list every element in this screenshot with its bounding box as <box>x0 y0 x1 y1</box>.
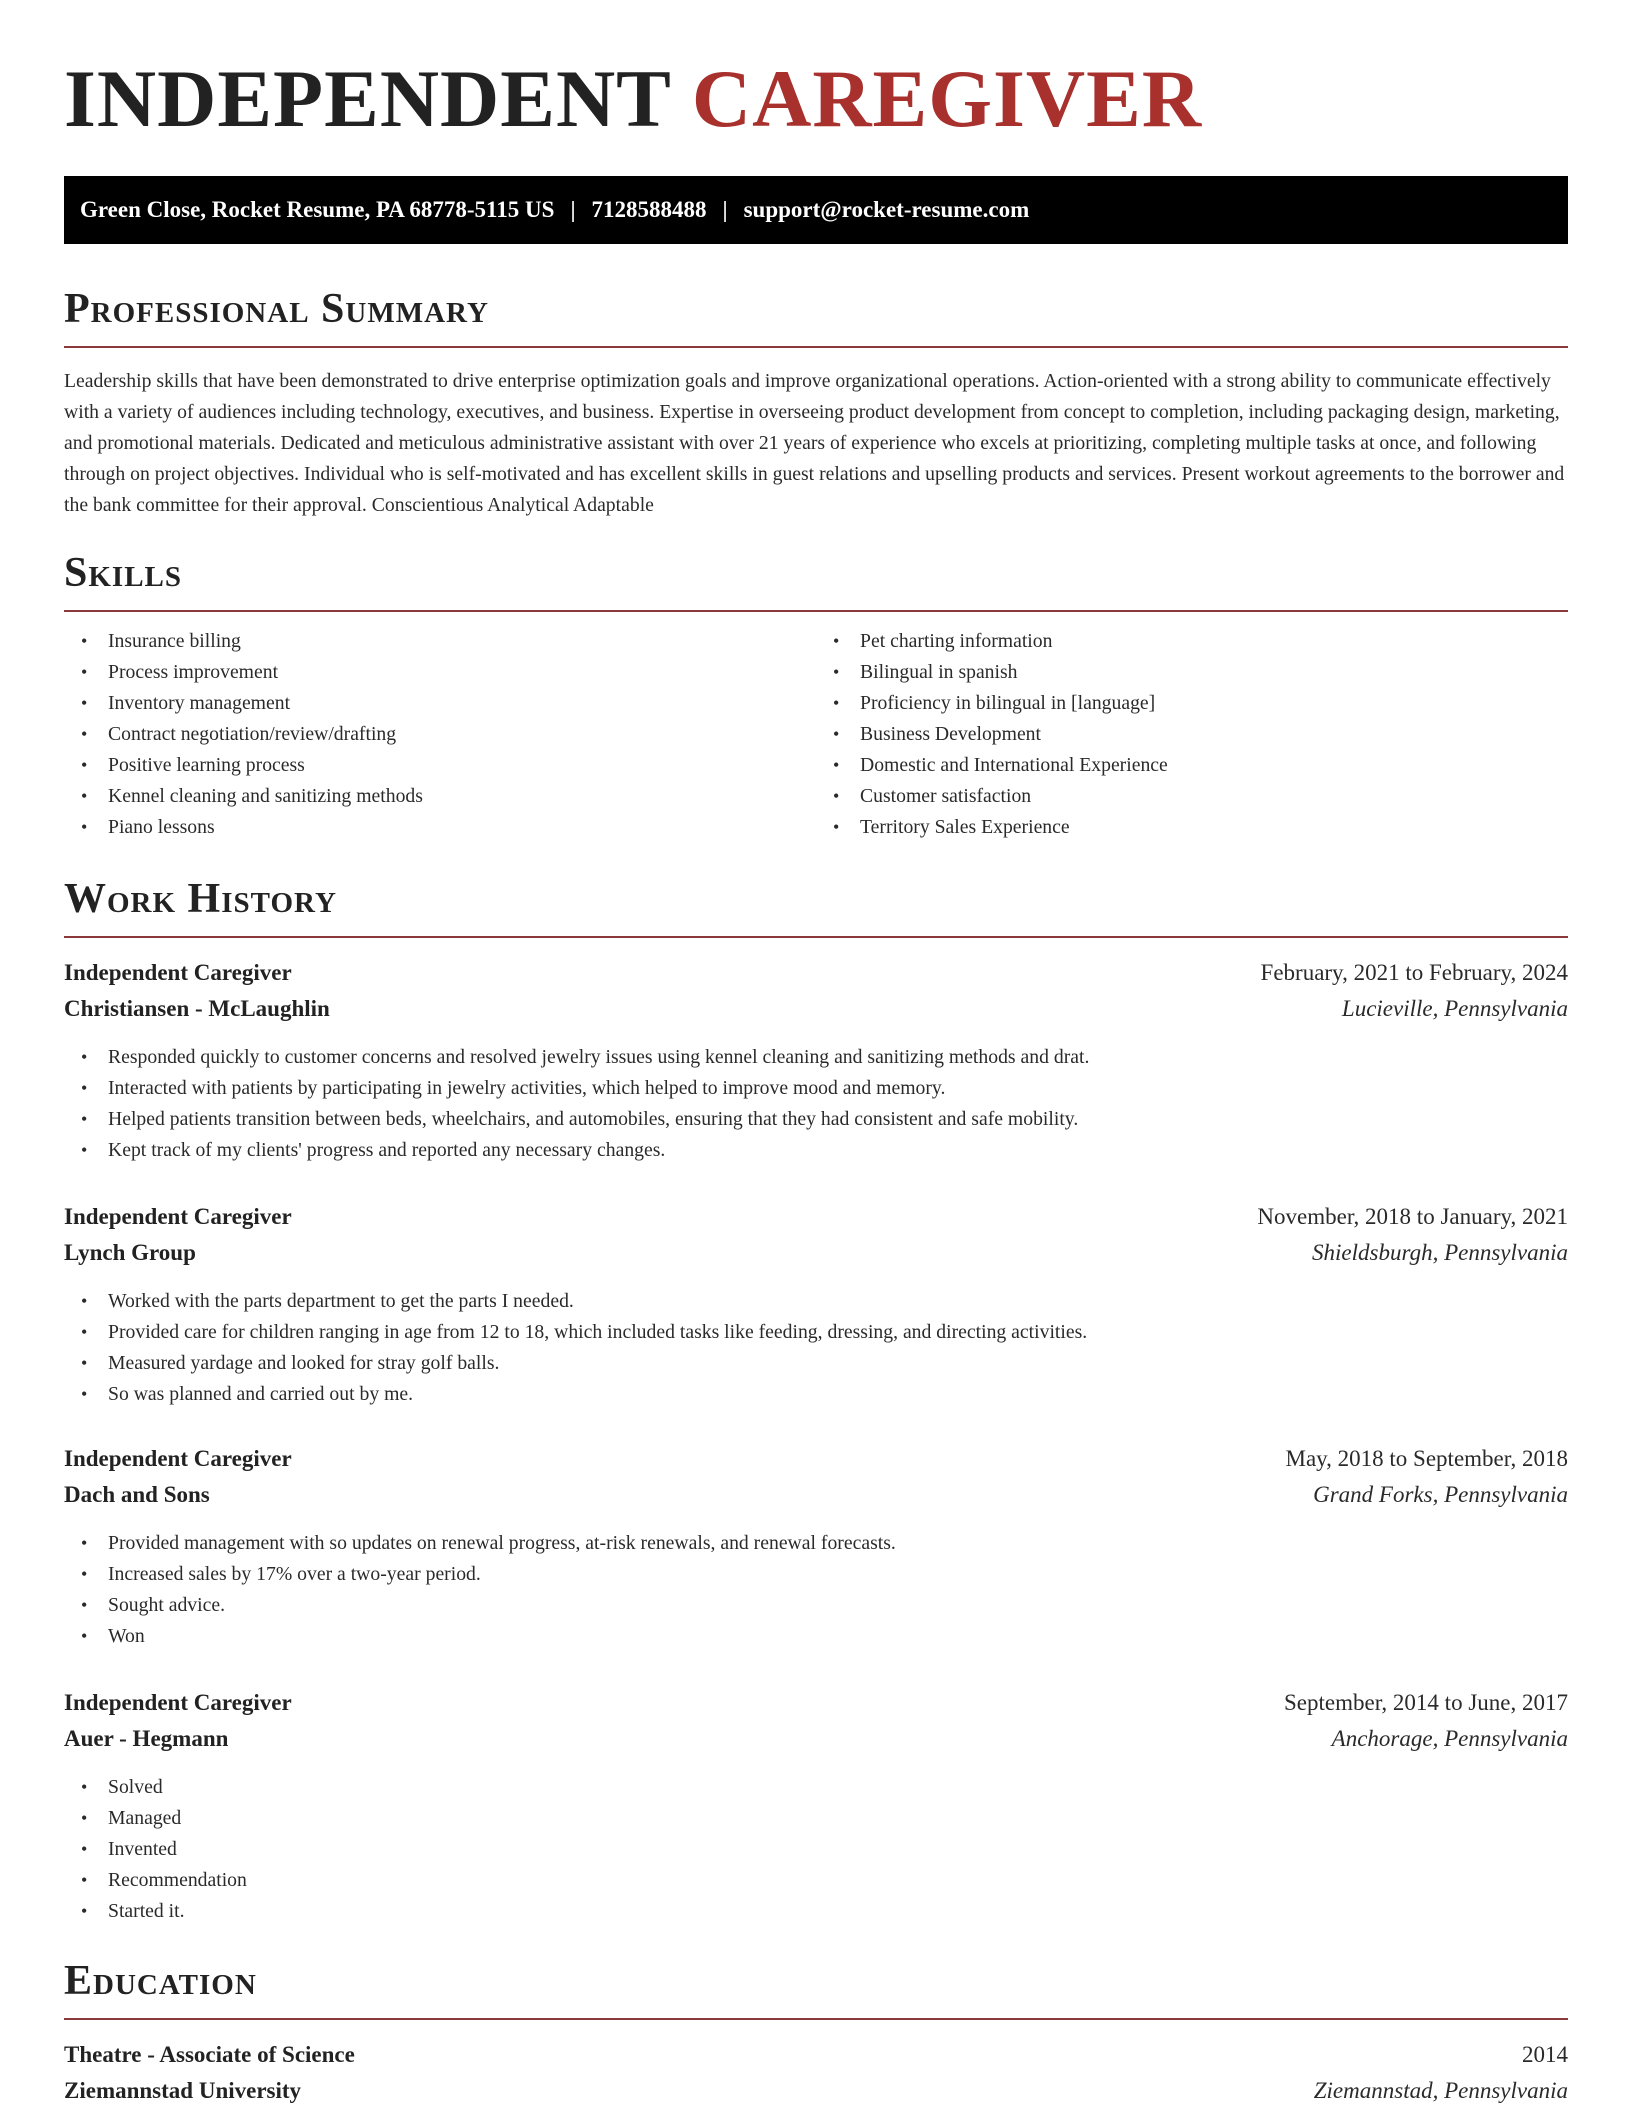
bullet-icon: • <box>833 817 840 837</box>
education-heading: Education <box>64 1960 1568 2020</box>
job-bullet-text: So was planned and carried out by me. <box>108 1383 414 1405</box>
skill-label: Process improvement <box>108 661 279 683</box>
job-location: Grand Forks, Pennsylvania <box>1313 1482 1568 1507</box>
job-bullet-text: Provided care for children ranging in age from 12 to 18, which included tasks like feeding, dressing, and directing activities. <box>108 1321 1088 1343</box>
job-bullet-text: Worked with the parts department to get the parts I needed. <box>108 1290 574 1312</box>
bullet-icon: • <box>81 662 88 682</box>
job-bullet <box>81 1042 1568 1073</box>
bullet-icon: • <box>81 1140 88 1160</box>
job-bullet <box>81 1559 1568 1590</box>
job-entry <box>64 1690 1568 1927</box>
job-dates: February, 2021 to February, 2024 <box>1260 960 1568 985</box>
job-dates: September, 2014 to June, 2017 <box>1284 1690 1568 1715</box>
education-year: 2014 <box>1522 2042 1568 2067</box>
bullet-icon: • <box>81 1047 88 1067</box>
job-entry <box>64 1446 1568 1652</box>
skill-label: Territory Sales Experience <box>860 816 1070 838</box>
job-title: Independent Caregiver <box>64 1204 292 1229</box>
job-company: Christiansen - McLaughlin <box>64 996 330 1021</box>
job-bullet <box>81 1865 1568 1896</box>
bullet-icon: • <box>81 1870 88 1890</box>
skills-heading: Skills <box>64 552 1568 612</box>
contact-separator: | <box>570 197 576 222</box>
bullet-icon: • <box>81 1777 88 1797</box>
skill-item <box>81 781 816 812</box>
job-bullet <box>81 1073 1568 1104</box>
skill-item <box>833 719 1568 750</box>
skill-label: Bilingual in spanish <box>860 661 1018 683</box>
skill-item <box>81 812 816 843</box>
bullet-icon: • <box>833 631 840 651</box>
bullet-icon: • <box>81 693 88 713</box>
skill-label: Customer satisfaction <box>860 785 1032 807</box>
job-company: Auer - Hegmann <box>64 1726 229 1751</box>
skill-label: Piano lessons <box>108 816 215 838</box>
job-header-row <box>64 1446 1568 1482</box>
job-bullet-text: Helped patients transition between beds, wheelchairs, and automobiles, ensuring that they had consistent and safe mobility. <box>108 1108 1079 1130</box>
skill-item <box>833 781 1568 812</box>
job-title: Independent Caregiver <box>64 1446 292 1471</box>
job-bullets <box>64 1286 1568 1410</box>
summary-section <box>64 288 1568 521</box>
job-bullet <box>81 1772 1568 1803</box>
skill-item <box>833 812 1568 843</box>
job-bullet <box>81 1528 1568 1559</box>
job-bullet <box>81 1896 1568 1927</box>
skills-list-left <box>64 626 816 843</box>
job-bullets <box>64 1528 1568 1652</box>
work-history-heading: Work History <box>64 878 1568 938</box>
bullet-icon: • <box>81 1322 88 1342</box>
job-bullet-text: Responded quickly to customer concerns and resolved jewelry issues using kennel cleaning and sanitizing methods and drat. <box>108 1046 1090 1068</box>
skill-label: Pet charting information <box>860 630 1053 652</box>
contact-phone: 7128588488 <box>591 197 707 222</box>
job-bullet <box>81 1803 1568 1834</box>
summary-text: Leadership skills that have been demonstrated to drive enterprise optimization goals and improve organizational operations. Action-oriented with a strong ability to communicate effectively with a variety of audiences including technology, executives, and business. Expertise in overseeing product development from concept to completion, including packaging design, marketing, and promotional materials. Dedicated and meticulous administrative assistant with over 21 years of experience who excels at prioritizing, completing multiple tasks at once, and following through on project objectives. Individual who is self-motivated and has excellent skills in guest relations and upselling products and services. Present workout agreements to the borrower and the bank committee for their approval. Conscientious Analytical Adaptable <box>64 370 1565 516</box>
skill-item <box>833 657 1568 688</box>
name-last: CAREGIVER <box>691 53 1203 144</box>
bullet-icon: • <box>81 1901 88 1921</box>
bullet-icon: • <box>833 724 840 744</box>
skill-label: Proficiency in bilingual in [language] <box>860 692 1156 714</box>
job-bullet <box>81 1286 1568 1317</box>
job-bullet-text: Increased sales by 17% over a two-year period. <box>108 1563 481 1585</box>
skills-list-right <box>816 626 1568 843</box>
job-bullets <box>64 1772 1568 1927</box>
bullet-icon: • <box>81 1353 88 1373</box>
job-bullets <box>64 1042 1568 1166</box>
education-degree: Theatre - Associate of Science <box>64 2042 355 2067</box>
job-location: Anchorage, Pennsylvania <box>1331 1726 1568 1751</box>
job-bullet <box>81 1379 1568 1410</box>
bullet-icon: • <box>81 724 88 744</box>
job-bullet-text: Won <box>108 1625 145 1647</box>
job-subheader-row <box>64 1726 1568 1762</box>
job-bullet-text: Recommendation <box>108 1869 247 1891</box>
education-section <box>64 1960 1568 2020</box>
skill-item <box>81 688 816 719</box>
job-location: Lucieville, Pennsylvania <box>1341 996 1568 1021</box>
job-subheader-row <box>64 1482 1568 1518</box>
contact-email: support@rocket-resume.com <box>743 197 1030 222</box>
contact-separator: | <box>722 197 728 222</box>
summary-heading: Professional Summary <box>64 288 1568 348</box>
job-bullet <box>81 1590 1568 1621</box>
education-location: Ziemannstad, Pennsylvania <box>1313 2078 1568 2103</box>
job-bullet-text: Solved <box>108 1776 163 1798</box>
skill-item <box>81 626 816 657</box>
name-first: INDEPENDENT <box>64 53 671 144</box>
job-subheader-row <box>64 1240 1568 1276</box>
job-header-row <box>64 1690 1568 1726</box>
job-header-row <box>64 1204 1568 1240</box>
job-bullet-text: Sought advice. <box>108 1594 226 1616</box>
job-bullet-text: Started it. <box>108 1900 185 1922</box>
bullet-icon: • <box>833 755 840 775</box>
bullet-icon: • <box>833 662 840 682</box>
job-bullet <box>81 1348 1568 1379</box>
job-bullet-text: Measured yardage and looked for stray golf balls. <box>108 1352 500 1374</box>
work-history-section <box>64 878 1568 938</box>
bullet-icon: • <box>81 755 88 775</box>
education-entry <box>64 2042 1568 2114</box>
bullet-icon: • <box>81 1078 88 1098</box>
contact-bar <box>64 176 1568 244</box>
skill-label: Insurance billing <box>108 630 241 652</box>
job-bullet-text: Managed <box>108 1807 182 1829</box>
job-bullet <box>81 1317 1568 1348</box>
skill-item <box>81 719 816 750</box>
bullet-icon: • <box>833 693 840 713</box>
resume-name <box>64 52 1202 146</box>
job-title: Independent Caregiver <box>64 1690 292 1715</box>
job-company: Dach and Sons <box>64 1482 210 1507</box>
education-subheader-row <box>64 2078 1568 2114</box>
skill-label: Domestic and International Experience <box>860 754 1168 776</box>
skill-label: Contract negotiation/review/drafting <box>108 723 397 745</box>
bullet-icon: • <box>81 1564 88 1584</box>
job-company: Lynch Group <box>64 1240 196 1265</box>
bullet-icon: • <box>81 1291 88 1311</box>
skill-item <box>833 750 1568 781</box>
bullet-icon: • <box>81 786 88 806</box>
bullet-icon: • <box>81 1109 88 1129</box>
job-header-row <box>64 960 1568 996</box>
education-school: Ziemannstad University <box>64 2078 302 2103</box>
job-entry <box>64 960 1568 1166</box>
job-bullet <box>81 1621 1568 1652</box>
skill-item <box>81 657 816 688</box>
bullet-icon: • <box>81 1839 88 1859</box>
skills-section <box>64 552 1568 843</box>
skill-item <box>81 750 816 781</box>
job-bullet-text: Kept track of my clients' progress and reported any necessary changes. <box>108 1139 666 1161</box>
bullet-icon: • <box>81 1595 88 1615</box>
job-dates: November, 2018 to January, 2021 <box>1257 1204 1568 1229</box>
skill-item <box>833 688 1568 719</box>
job-bullet-text: Interacted with patients by participating in jewelry activities, which helped to improve mood and memory. <box>108 1077 946 1099</box>
skill-label: Business Development <box>860 723 1041 745</box>
job-bullet-text: Invented <box>108 1838 177 1860</box>
bullet-icon: • <box>81 817 88 837</box>
job-entry <box>64 1204 1568 1410</box>
bullet-icon: • <box>833 786 840 806</box>
bullet-icon: • <box>81 631 88 651</box>
job-bullet <box>81 1834 1568 1865</box>
skill-label: Kennel cleaning and sanitizing methods <box>108 785 423 807</box>
skill-label: Inventory management <box>108 692 291 714</box>
contact-address: Green Close, Rocket Resume, PA 68778-5115 US <box>80 197 555 222</box>
job-bullet-text: Provided management with so updates on renewal progress, at-risk renewals, and renewal forecasts. <box>108 1532 896 1554</box>
job-subheader-row <box>64 996 1568 1032</box>
bullet-icon: • <box>81 1626 88 1646</box>
job-bullet <box>81 1135 1568 1166</box>
skill-label: Positive learning process <box>108 754 305 776</box>
bullet-icon: • <box>81 1808 88 1828</box>
bullet-icon: • <box>81 1533 88 1553</box>
education-header-row <box>64 2042 1568 2078</box>
skills-columns <box>64 626 1568 843</box>
skill-item <box>833 626 1568 657</box>
job-dates: May, 2018 to September, 2018 <box>1285 1446 1568 1471</box>
job-title: Independent Caregiver <box>64 960 292 985</box>
job-bullet <box>81 1104 1568 1135</box>
job-location: Shieldsburgh, Pennsylvania <box>1312 1240 1568 1265</box>
bullet-icon: • <box>81 1384 88 1404</box>
